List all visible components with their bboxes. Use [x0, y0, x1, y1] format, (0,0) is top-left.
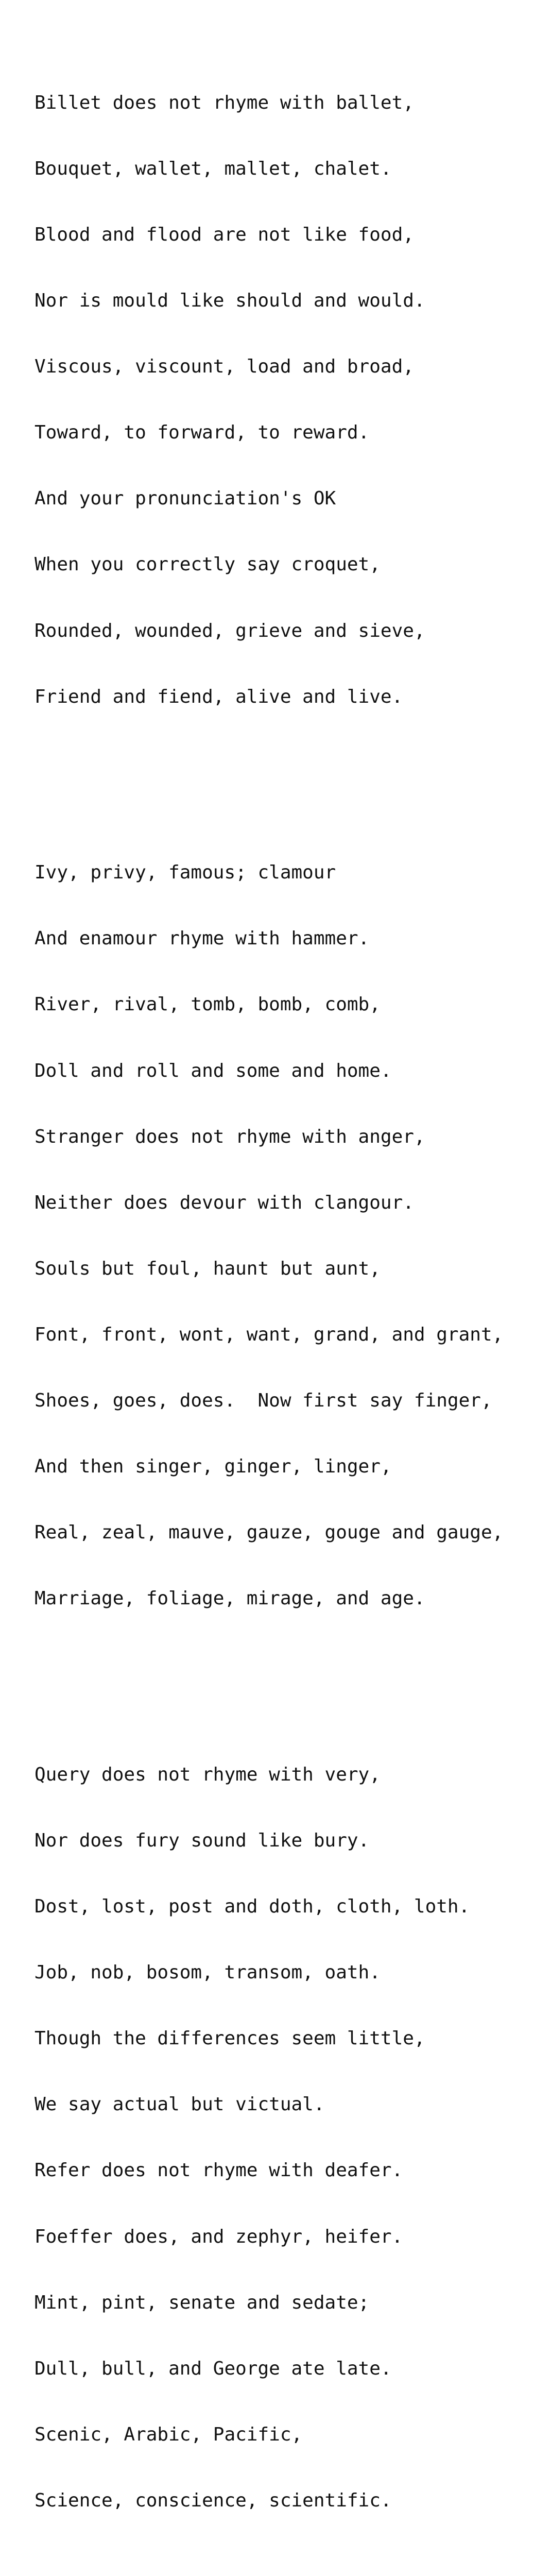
stanza-2 [35, 818, 503, 1654]
poem-line: Though the differences seem little, [35, 2028, 425, 2049]
poem-line: Query does not rhyme with very, [35, 1764, 381, 1785]
poem-line: Scenic, Arabic, Pacific, [35, 2424, 303, 2445]
poem-line: We say actual but victual. [35, 2094, 325, 2115]
poem-line: Doll and roll and some and home. [35, 1060, 392, 1081]
poem-line: Dull, bull, and George ate late. [35, 2358, 392, 2379]
poem-text [35, 4, 503, 2576]
poem-line: Mint, pint, senate and sedate; [35, 2292, 370, 2313]
poem-line: Foeffer does, and zephyr, heifer. [35, 2226, 403, 2247]
poem-line: Neither does devour with clangour. [35, 1192, 414, 1213]
poem-line: Toward, to forward, to reward. [35, 422, 370, 444]
poem-line: Dost, lost, post and doth, cloth, loth. [35, 1896, 470, 1918]
poem-line: Shoes, goes, does. Now first say finger, [35, 1390, 492, 1411]
poem-line: Viscous, viscount, load and broad, [35, 356, 414, 378]
poem-line: Bouquet, wallet, mallet, chalet. [35, 158, 392, 179]
poem-line: Font, front, wont, want, grand, and grant, [35, 1324, 504, 1345]
poem-line: Marriage, foliage, mirage, and age. [35, 1588, 425, 1609]
poem-line: When you correctly say croquet, [35, 554, 381, 575]
poem-line: Friend and fiend, alive and live. [35, 686, 403, 707]
poem-line: Ivy, privy, famous; clamour [35, 862, 336, 884]
poem-line: Nor is mould like should and would. [35, 290, 425, 312]
poem-line: Refer does not rhyme with deafer. [35, 2160, 403, 2181]
poem-line: Rounded, wounded, grieve and sieve, [35, 620, 425, 641]
poem-line: And your pronunciation's OK [35, 488, 336, 510]
poem-line: Souls but foul, haunt but aunt, [35, 1258, 381, 1279]
poem-line: And enamour rhyme with hammer. [35, 928, 370, 950]
poem-line: Nor does fury sound like bury. [35, 1829, 370, 1851]
poem-line: Billet does not rhyme with ballet, [35, 92, 414, 113]
poem-line: Science, conscience, scientific. [35, 2489, 392, 2511]
poem-line: Blood and flood are not like food, [35, 224, 414, 245]
poem-line: Stranger does not rhyme with anger, [35, 1126, 425, 1147]
poem-line: Real, zeal, mauve, gauze, gouge and gauge, [35, 1522, 504, 1544]
stanza-1 [35, 48, 503, 752]
poem-line: And then singer, ginger, linger, [35, 1456, 392, 1478]
stanza-3 [35, 1720, 503, 2556]
poem-line: River, rival, tomb, bomb, comb, [35, 994, 381, 1015]
poem-line: Job, nob, bosom, transom, oath. [35, 1962, 381, 1984]
